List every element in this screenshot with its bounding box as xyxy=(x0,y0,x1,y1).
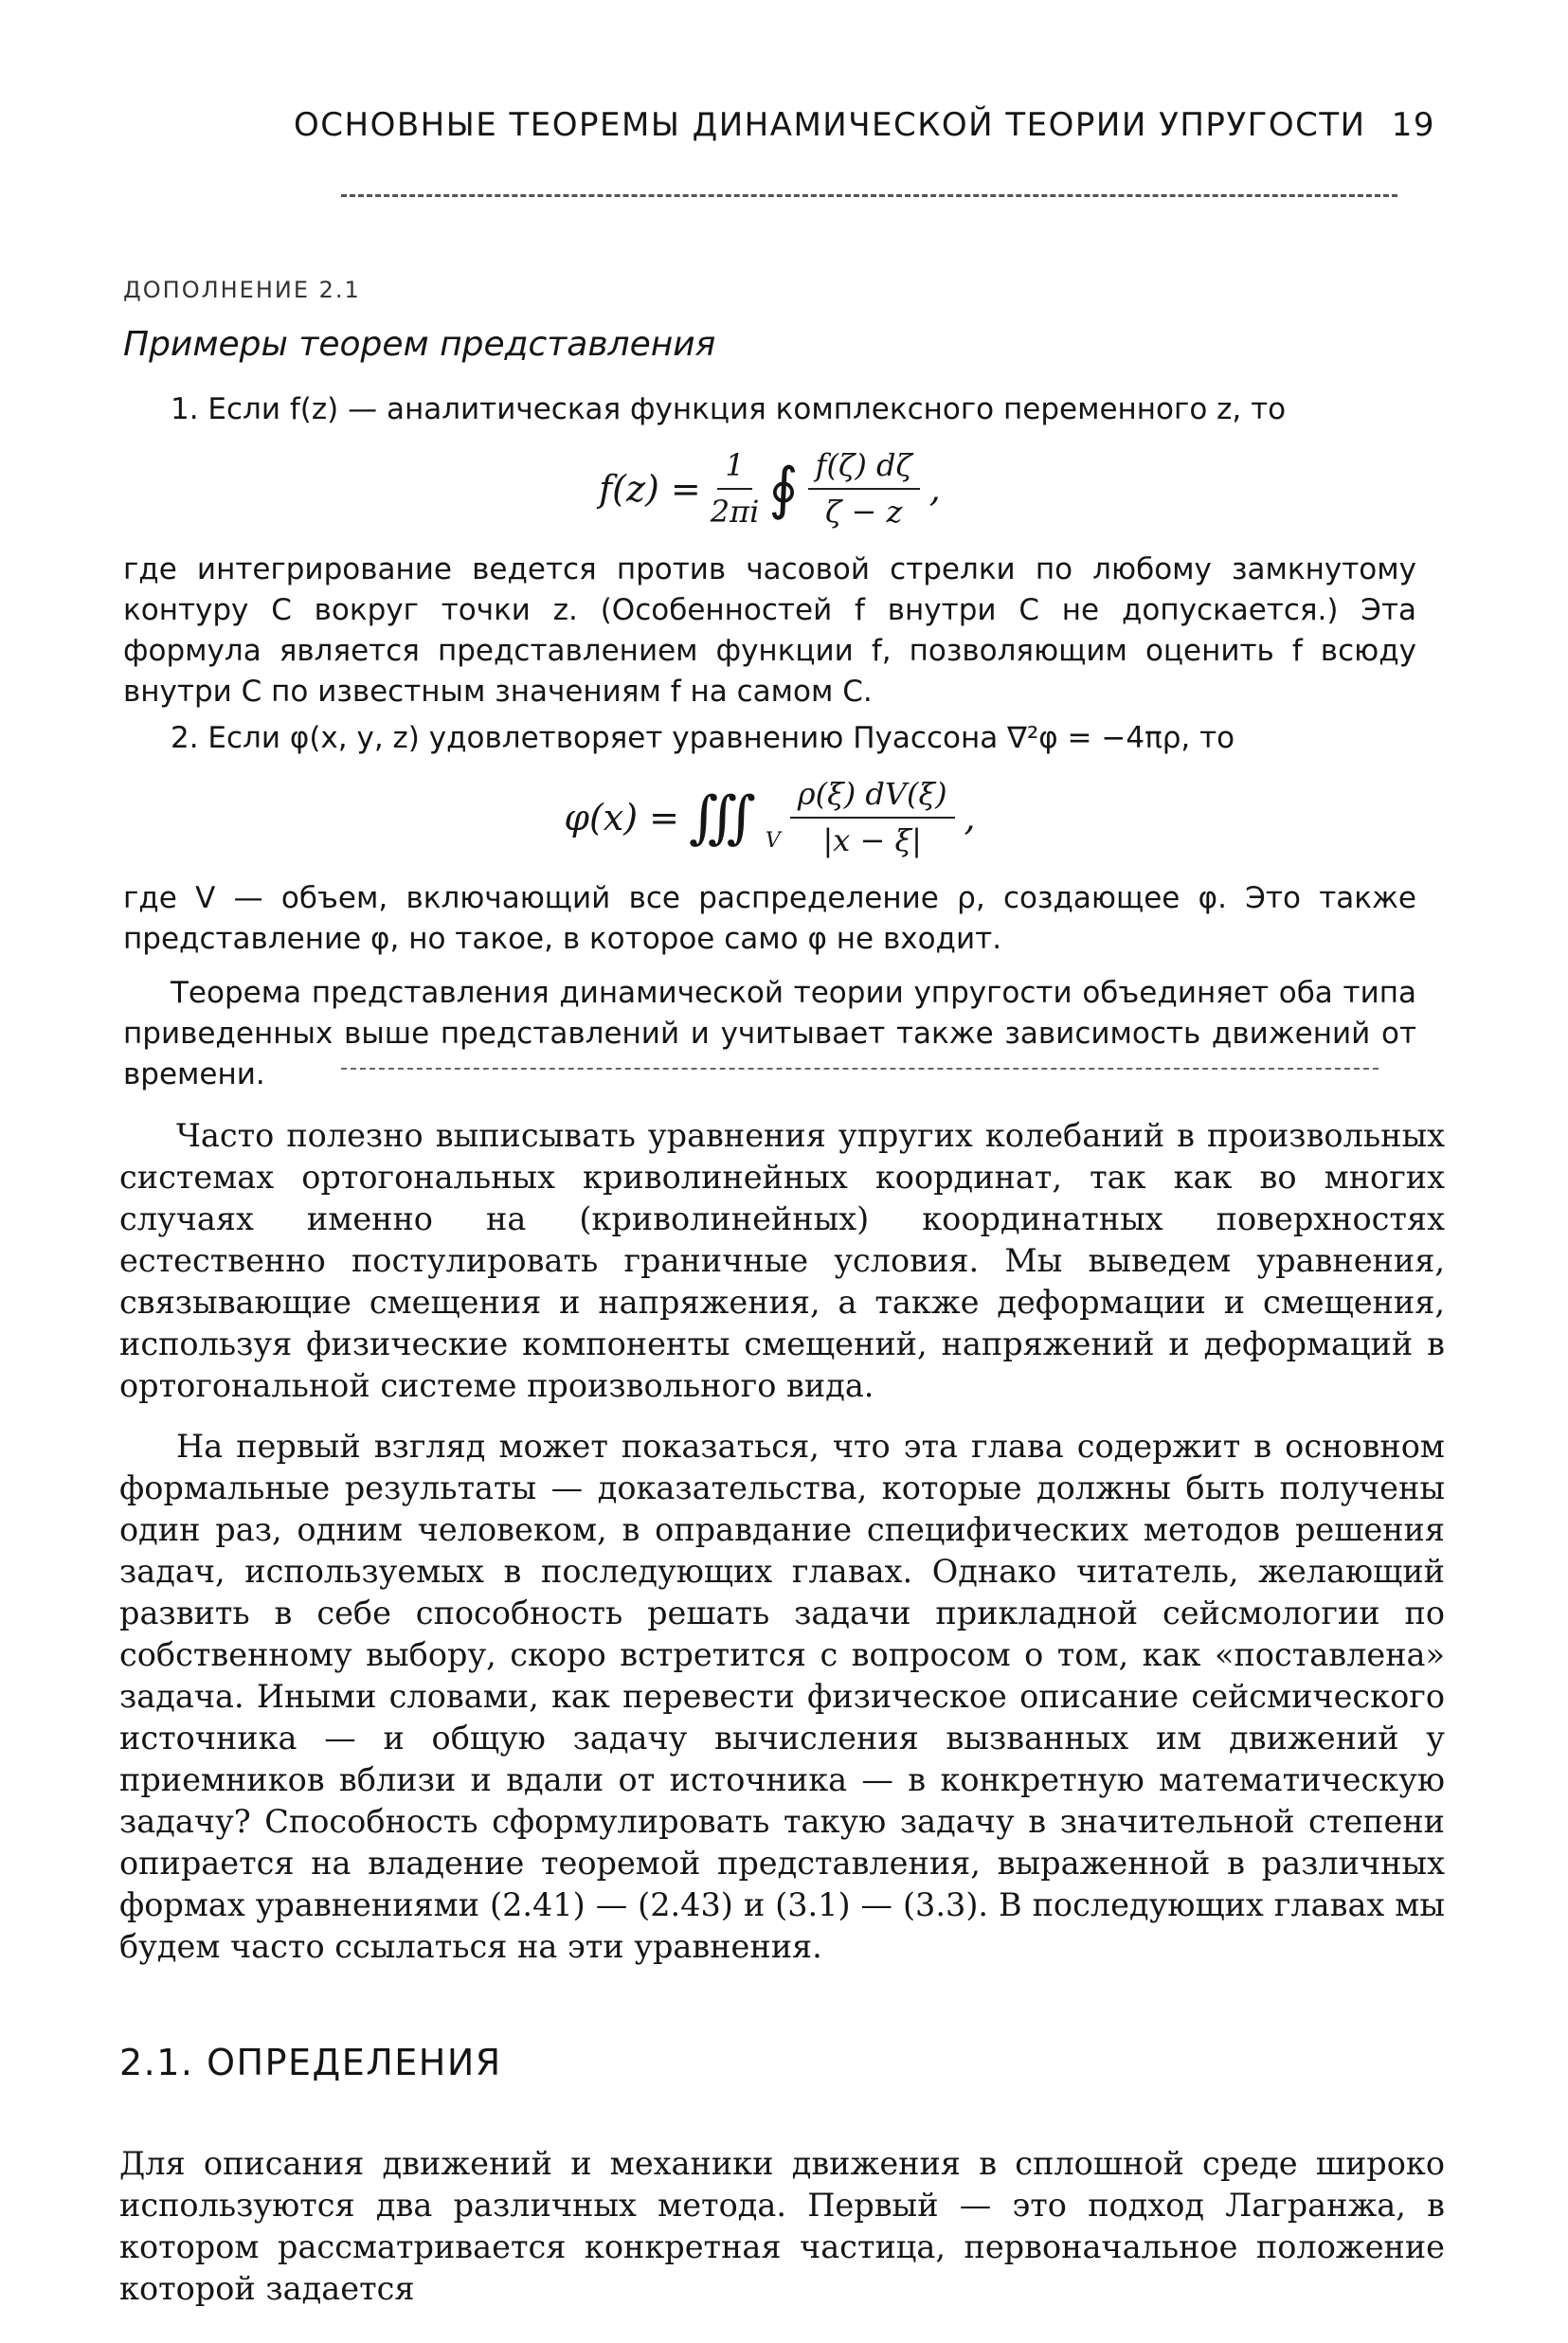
equation-poisson xyxy=(123,774,1416,861)
eq2-numerator: ρ(ξ) dV(ξ) xyxy=(790,774,955,819)
eq1-denominator: ζ − z xyxy=(825,494,903,530)
header-title: ОСНОВНЫЕ ТЕОРЕМЫ ДИНАМИЧЕСКОЙ ТЕОРИИ УПРУГОСТИ xyxy=(294,106,1366,144)
eq2-denominator: |x − ξ| xyxy=(822,822,922,858)
box-closing: Теорема представления динамической теории упругости объединяет оба типа приведенных выше представлений и учитывает также зависимость движений от времени. xyxy=(123,976,1416,1091)
page-number: 19 xyxy=(1391,106,1435,144)
eq2-subscript: V xyxy=(765,829,781,853)
paragraph-1: Часто полезно выписывать уравнения упругих колебаний в произвольных системах ортогональных криволинейных координат, так как во многих случаях именно на (криволинейных) координатных поверхностях естественно постулировать граничные условия. Мы выведем уравнения, связывающие смещения и напряжения, а также деформации и смещения, используя физические компоненты смещений, напряжений и деформаций в ортогональной системе произвольного вида. xyxy=(119,1117,1445,1404)
eq2-fraction xyxy=(790,774,955,861)
eq2-end: , xyxy=(964,796,976,838)
box-subtitle: Примеры теорем представления xyxy=(123,325,716,364)
running-header xyxy=(294,106,1435,152)
eq2-lhs: φ(x) = xyxy=(564,796,679,838)
equation-cauchy xyxy=(123,445,1416,532)
triple-integral-sign: ∭ xyxy=(688,784,756,851)
section-text: Для описания движений и механики движения в сплошной среде широко используются два различных метода. Первый — это подход Лагранжа, в котором рассматривается конкретная частица, первоначальное положение которой задается xyxy=(119,2145,1445,2307)
eq1-coefficient xyxy=(711,445,760,532)
item2-intro: 2. Если φ(x, y, z) удовлетворяет уравнению Пуассона ∇²φ = −4πρ, то xyxy=(171,721,1235,755)
header-rule xyxy=(341,194,1397,197)
eq1-coef-den: 2πi xyxy=(710,494,760,530)
box-bottom-rule xyxy=(341,1068,1379,1070)
eq1-fraction xyxy=(808,445,920,532)
box-label: ДОПОЛНЕНИЕ 2.1 xyxy=(123,277,361,303)
supplement-box xyxy=(123,270,1416,1095)
item1-text: где интегрирование ведется против часовой стрелки по любому замкнутому контуру C вокруг точки z. (Особенностей f внутри C не допускается.) Эта формула является представлением функции f, позволяющим оценить f всюду внутри C по известным значениям f на самом C. xyxy=(123,552,1416,709)
eq1-lhs: f(z) = xyxy=(599,467,701,510)
item2-text: где V — объем, включающий все распределение ρ, создающее φ. Это также представление φ, но такое, в которое само φ не входит. xyxy=(123,881,1416,956)
main-text xyxy=(119,1115,1445,1987)
eq1-numerator: f(ζ) dζ xyxy=(808,445,920,490)
item1-intro: 1. Если f(z) — аналитическая функция комплексного переменного z, то xyxy=(171,392,1287,426)
section-heading: 2.1. ОПРЕДЕЛЕНИЯ xyxy=(119,2042,502,2083)
eq1-end: , xyxy=(928,467,941,510)
eq1-coef-num: 1 xyxy=(717,445,751,490)
paragraph-2: На первый взгляд может показаться, что эта глава содержит в основном формальные результаты — доказательства, которые должны быть получены один раз, одним человеком, в оправдание специфических методов решения задач, используемых в последующих главах. Однако читатель, желающий развить в себе способность решать задачи прикладной сейсмологии по собственному выбору, скоро встретится с вопросом о том, как «поставлена» задача. Иными словами, как перевести физическое описание сейсмического источника — и общую задачу вычисления вызванных им движений у приемников вблизи и вдали от источника — в конкретную математическую задачу? Способность сформулировать такую задачу в значительной степени опирается на владение теоремой представления, выраженной в различных формах уравнениями (2.41) — (2.43) и (3.1) — (3.3). В последующих главах мы будем часто ссылаться на эти уравнения. xyxy=(119,1428,1445,1965)
contour-integral-sign: ∮ xyxy=(768,456,799,522)
